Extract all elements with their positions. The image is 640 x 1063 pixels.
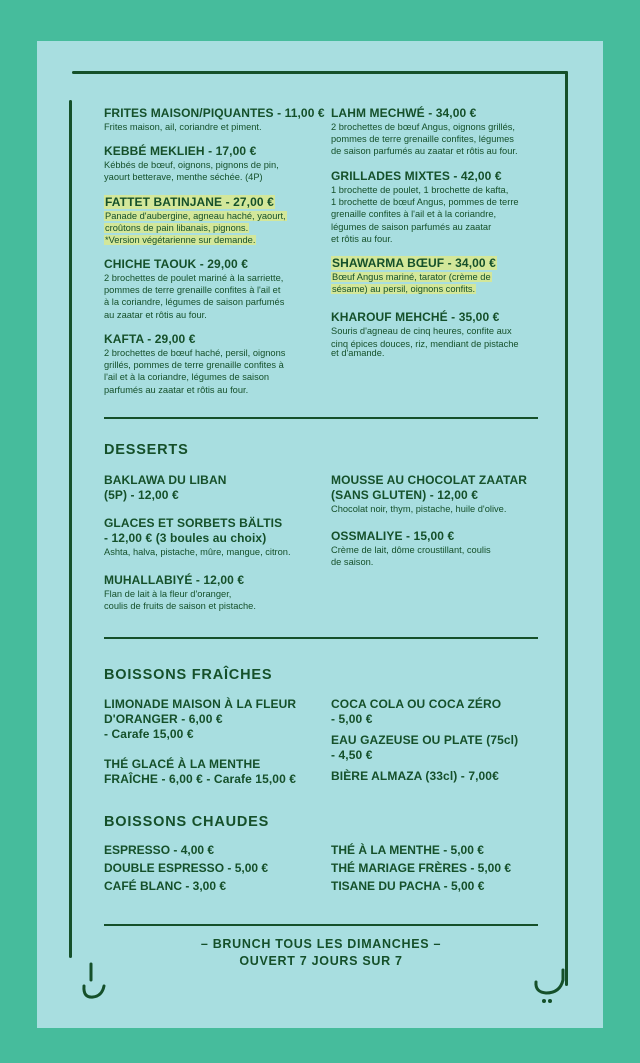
item-desc: pommes de terre grenaille confites à l'ail et [104, 285, 281, 296]
calligraphy-logo-right-icon [530, 966, 570, 1006]
item-desc: grillés, pommes de terre grenaille confites à [104, 360, 284, 371]
item-desc: et rôtis au four. [331, 233, 393, 244]
item-title: KEBBÉ MEKLIEH - 17,00 € [104, 144, 257, 158]
item-title: (5P) - 12,00 € [104, 488, 179, 502]
item-title: (SANS GLUTEN) - 12,00 € [331, 488, 478, 502]
item-desc: Frites maison, ail, coriandre et piment. [104, 122, 262, 132]
item-title: KHAROUF MEHCHÉ - 35,00 € [331, 310, 500, 324]
item-desc: grenaille confites à l'ail et à la coriandre, [331, 209, 497, 220]
drink-coca [331, 697, 561, 727]
dessert-baklawa [104, 473, 334, 503]
section-heading-desserts: DESSERTS [104, 442, 189, 458]
section-heading-hot-drinks: BOISSONS CHAUDES [104, 814, 270, 830]
item-desc: Souris d'agneau de cinq heures, confite aux [331, 326, 512, 336]
item-desc: Flan de lait à la fleur d'oranger, [104, 589, 232, 599]
item-title: - Carafe 15,00 € [104, 727, 194, 741]
item-desc: à la coriandre, légumes de saison parfumés [104, 297, 285, 308]
item-desc: sésame) au persil, oignons confits. [332, 284, 476, 295]
menu-item-grillades [331, 169, 561, 245]
item-desc: 1 brochette de poulet, 1 brochette de kafta, [331, 185, 509, 195]
divider [104, 924, 538, 926]
item-desc: pommes de terre grenaille confites, légumes [331, 134, 514, 145]
hot-drink-item: TISANE DU PACHA - 5,00 € [331, 879, 485, 893]
item-desc: 1 brochette de bœuf Angus, pommes de terre [331, 197, 519, 208]
item-title: - 5,00 € [331, 712, 373, 726]
item-desc: croûtons de pain libanais, pignons. [105, 223, 249, 234]
hot-drink-item: THÉ À LA MENTHE - 5,00 € [331, 843, 484, 857]
item-desc: 2 brochettes de poulet mariné à la sarriette, [104, 273, 284, 283]
menu-item-frites [104, 106, 334, 133]
item-desc: parfumés au zaatar et rôtis au four. [104, 384, 249, 395]
item-desc: Chocolat noir, thym, pistache, huile d'olive. [331, 504, 507, 514]
menu-item-chiche-taouk [104, 257, 334, 321]
item-title: MUHALLABIYÉ - 12,00 € [104, 573, 245, 587]
footer-brunch: – BRUNCH TOUS LES DIMANCHES – [200, 937, 442, 951]
item-title: EAU GAZEUSE OU PLATE (75cl) [331, 733, 519, 747]
hot-drink-item: ESPRESSO - 4,00 € [104, 843, 215, 857]
frame-line-left [69, 100, 72, 958]
item-desc: l'ail et à la coriandre, légumes de saison [104, 372, 270, 383]
item-desc: 2 brochettes de bœuf Angus, oignons grillés, [331, 122, 515, 132]
item-title: SHAWARMA BŒUF - 34,00 € [332, 256, 496, 270]
calligraphy-logo-left-icon [80, 960, 110, 1004]
item-title: COCA COLA OU COCA ZÉRO [331, 697, 502, 711]
item-title: - 12,00 € (3 boules au choix) [104, 531, 267, 545]
menu-item-lahm-mechwe [331, 106, 561, 158]
item-desc: légumes de saison parfumés au zaatar [331, 221, 492, 232]
item-title: FRAÎCHE - 6,00 € - Carafe 15,00 € [104, 772, 297, 786]
divider [104, 417, 538, 419]
drink-the-glace [104, 757, 334, 787]
item-title: BAKLAWA DU LIBAN [104, 473, 227, 487]
item-desc: Bœuf Angus mariné, tarator (crème de [332, 272, 491, 282]
item-title: GLACES ET SORBETS BÄLTIS [104, 516, 283, 530]
item-title: LAHM MECHWÉ - 34,00 € [331, 106, 477, 120]
frame-line-right [565, 71, 568, 986]
drink-biere [331, 769, 561, 784]
item-desc: de saison. [331, 557, 374, 568]
drink-eau [331, 733, 561, 763]
section-heading-cold-drinks: BOISSONS FRAÎCHES [104, 667, 273, 683]
item-title: GRILLADES MIXTES - 42,00 € [331, 169, 502, 183]
hot-drink-item: CAFÉ BLANC - 3,00 € [104, 879, 227, 893]
item-title: - 4,50 € [331, 748, 373, 762]
item-desc: Crème de lait, dôme croustillant, coulis [331, 545, 491, 555]
menu-item-kebbe [104, 144, 334, 183]
frame-line-top [72, 71, 568, 74]
item-desc: de saison parfumés au zaatar et rôtis au four. [331, 146, 518, 157]
hot-drink-item: DOUBLE ESPRESSO - 5,00 € [104, 861, 269, 875]
item-desc: 2 brochettes de bœuf haché, persil, oignons [104, 348, 286, 358]
item-title: KAFTA - 29,00 € [104, 332, 196, 346]
item-title: CHICHE TAOUK - 29,00 € [104, 257, 249, 271]
item-title: FRITES MAISON/PIQUANTES - 11,00 € [104, 106, 325, 120]
item-desc: Ashta, halva, pistache, mûre, mangue, citron. [104, 547, 291, 557]
menu-item-fattet [104, 195, 334, 247]
item-desc: cinq épices douces, riz, mendiant de pistache [331, 339, 519, 350]
dessert-ossmaliye [331, 529, 561, 568]
divider [104, 637, 538, 639]
item-desc: au zaatar et rôtis au four. [104, 309, 207, 320]
dessert-glaces [104, 516, 334, 558]
item-title: THÉ GLACÉ À LA MENTHE [104, 757, 261, 771]
item-title: D'ORANGER - 6,00 € [104, 712, 223, 726]
menu-item-kharouf [331, 310, 561, 358]
item-title: FATTET BATINJANE - 27,00 € [105, 195, 274, 209]
item-desc: Panade d'aubergine, agneau haché, yaourt, [105, 211, 286, 221]
menu-item-shawarma [331, 256, 561, 295]
menu-item-kafta [104, 332, 334, 396]
item-title: LIMONADE MAISON À LA FLEUR [104, 697, 297, 711]
item-desc: *Version végétarienne sur demande. [105, 235, 256, 246]
hot-drink-item: THÉ MARIAGE FRÈRES - 5,00 € [331, 861, 512, 875]
dessert-muhallabiye [104, 573, 334, 612]
item-desc: et d'amande. [331, 348, 385, 359]
item-title: OSSMALIYE - 15,00 € [331, 529, 455, 543]
dessert-mousse [331, 473, 561, 515]
item-desc: coulis de fruits de saison et pistache. [104, 601, 256, 612]
item-title: BIÈRE ALMAZA (33cl) - 7,00€ [331, 769, 499, 783]
item-desc: Kébbés de bœuf, oignons, pignons de pin, [104, 160, 279, 170]
item-title: MOUSSE AU CHOCOLAT ZAATAR [331, 473, 528, 487]
item-desc: yaourt betterave, menthe séchée. (4P) [104, 172, 263, 183]
footer-hours: OUVERT 7 JOURS SUR 7 [239, 954, 403, 968]
drink-limonade [104, 697, 334, 742]
